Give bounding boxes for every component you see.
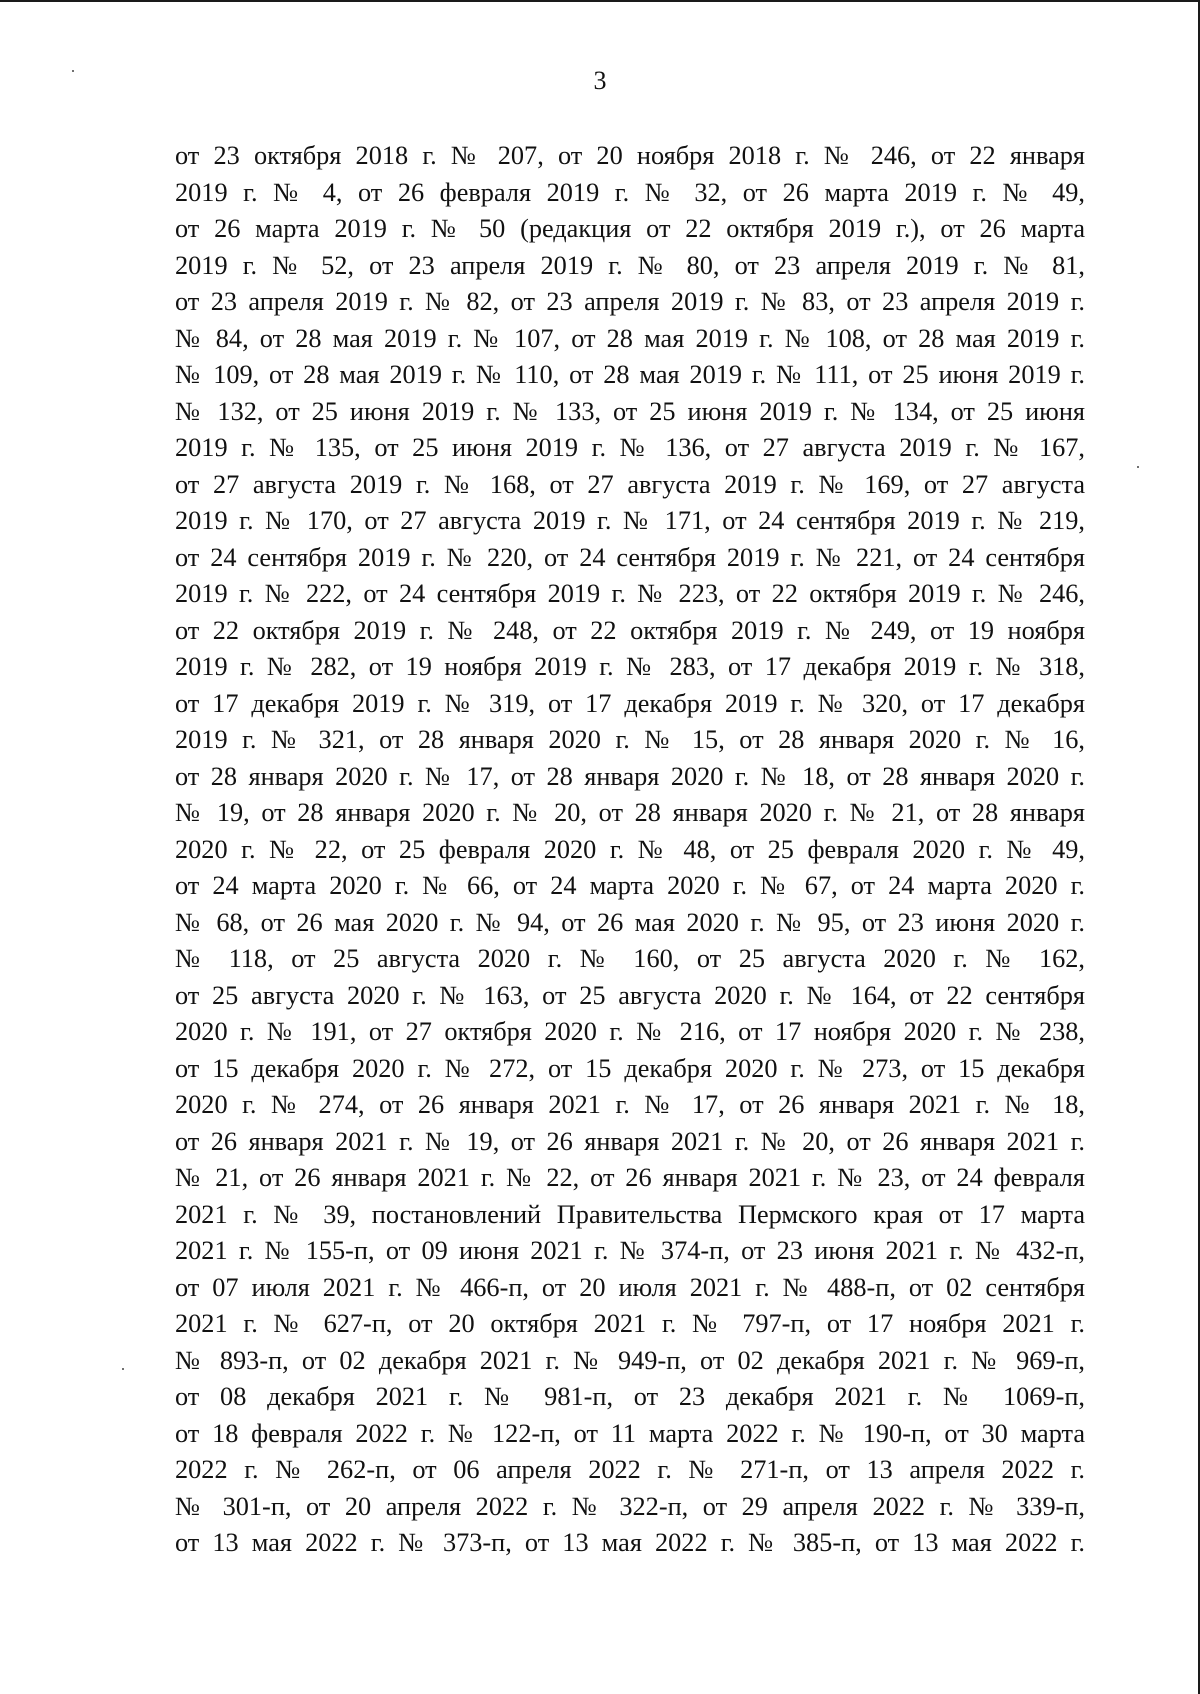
text-line: от 18 февраля 2022 г. № 122-п, от 11 марта 2022 г. № 190-п, от 30 марта (175, 1418, 1085, 1448)
document-body-text (175, 138, 1085, 1562)
page-number: 3 (593, 66, 607, 95)
text-line: от 17 декабря 2019 г. № 319, от 17 декабря 2019 г. № 320, от 17 декабря (175, 688, 1085, 718)
text-line: № 84, от 28 мая 2019 г. № 107, от 28 мая 2019 г. № 108, от 28 мая 2019 г. (175, 323, 1085, 353)
scan-edge-top (0, 0, 1200, 2)
text-line: № 132, от 25 июня 2019 г. № 133, от 25 июня 2019 г. № 134, от 25 июня (175, 396, 1085, 426)
text-line: от 15 декабря 2020 г. № 272, от 15 декабря 2020 г. № 273, от 15 декабря (175, 1053, 1085, 1083)
scan-speck (1137, 466, 1139, 468)
text-line: от 24 сентября 2019 г. № 220, от 24 сентября 2019 г. № 221, от 24 сентября (175, 542, 1085, 572)
text-line: от 07 июля 2021 г. № 466-п, от 20 июля 2021 г. № 488-п, от 02 сентября (175, 1272, 1085, 1302)
text-line: № 68, от 26 мая 2020 г. № 94, от 26 мая 2020 г. № 95, от 23 июня 2020 г. (175, 907, 1085, 937)
text-line: от 22 октября 2019 г. № 248, от 22 октября 2019 г. № 249, от 19 ноября (175, 615, 1085, 645)
text-line: 2021 г. № 627-п, от 20 октября 2021 г. № 797-п, от 17 ноября 2021 г. (175, 1309, 1085, 1338)
text-line: № 19, от 28 января 2020 г. № 20, от 28 января 2020 г. № 21, от 28 января (175, 798, 1085, 827)
text-line: от 25 августа 2020 г. № 163, от 25 августа 2020 г. № 164, от 22 сентября (175, 980, 1085, 1010)
text-line: 2021 г. № 39, постановлений Правительства Пермского края от 17 марта (175, 1199, 1085, 1229)
text-line: 2021 г. № 155-п, от 09 июня 2021 г. № 374-п, от 23 июня 2021 г. № 432-п, (175, 1236, 1085, 1265)
text-line: 2019 г. № 4, от 26 февраля 2019 г. № 32, от 26 марта 2019 г. № 49, (175, 177, 1085, 207)
scan-speck (122, 1368, 124, 1370)
text-line: 2019 г. № 222, от 24 сентября 2019 г. № 223, от 22 октября 2019 г. № 246, (175, 579, 1085, 608)
text-line: от 26 марта 2019 г. № 50 (редакция от 22 октября 2019 г.), от 26 марта (175, 214, 1085, 243)
text-line: от 23 октября 2018 г. № 207, от 20 ноября 2018 г. № 246, от 22 января (175, 141, 1085, 170)
text-line: 2019 г. № 135, от 25 июня 2019 г. № 136, от 27 августа 2019 г. № 167, (175, 433, 1085, 462)
text-line: от 28 января 2020 г. № 17, от 28 января 2020 г. № 18, от 28 января 2020 г. (175, 761, 1085, 791)
text-line: 2022 г. № 262-п, от 06 апреля 2022 г. № 271-п, от 13 апреля 2022 г. (175, 1455, 1085, 1484)
text-line: № 893-п, от 02 декабря 2021 г. № 949-п, от 02 декабря 2021 г. № 969-п, (175, 1345, 1085, 1375)
text-line: от 27 августа 2019 г. № 168, от 27 августа 2019 г. № 169, от 27 августа (175, 469, 1085, 499)
text-line: от 13 мая 2022 г. № 373-п, от 13 мая 2022 г. № 385-п, от 13 мая 2022 г. (175, 1528, 1085, 1557)
text-line: 2019 г. № 170, от 27 августа 2019 г. № 171, от 24 сентября 2019 г. № 219, (175, 506, 1085, 535)
text-line: 2019 г. № 321, от 28 января 2020 г. № 15, от 28 января 2020 г. № 16, (175, 725, 1085, 754)
text-line: от 26 января 2021 г. № 19, от 26 января 2021 г. № 20, от 26 января 2021 г. (175, 1126, 1085, 1156)
text-line: 2020 г. № 191, от 27 октября 2020 г. № 216, от 17 ноября 2020 г. № 238, (175, 1017, 1085, 1046)
text-line: 2020 г. № 22, от 25 февраля 2020 г. № 48, от 25 февраля 2020 г. № 49, (175, 834, 1085, 864)
text-line: от 24 марта 2020 г. № 66, от 24 марта 2020 г. № 67, от 24 марта 2020 г. (175, 871, 1085, 900)
text-line: № 109, от 28 мая 2019 г. № 110, от 28 мая 2019 г. № 111, от 25 июня 2019 г. (175, 360, 1085, 389)
text-line: 2020 г. № 274, от 26 января 2021 г. № 17, от 26 января 2021 г. № 18, (175, 1090, 1085, 1119)
text-line: 2019 г. № 282, от 19 ноября 2019 г. № 283, от 17 декабря 2019 г. № 318, (175, 652, 1085, 681)
text-line: от 08 декабря 2021 г. № 981-п, от 23 декабря 2021 г. № 1069-п, (175, 1382, 1085, 1411)
text-line: от 23 апреля 2019 г. № 82, от 23 апреля 2019 г. № 83, от 23 апреля 2019 г. (175, 287, 1085, 316)
text-line: № 301-п, от 20 апреля 2022 г. № 322-п, от 29 апреля 2022 г. № 339-п, (175, 1491, 1085, 1521)
text-line: № 118, от 25 августа 2020 г. № 160, от 25 августа 2020 г. № 162, (175, 944, 1085, 973)
text-line: 2019 г. № 52, от 23 апреля 2019 г. № 80, от 23 апреля 2019 г. № 81, (175, 250, 1085, 280)
text-line: № 21, от 26 января 2021 г. № 22, от 26 января 2021 г. № 23, от 24 февраля (175, 1163, 1085, 1192)
